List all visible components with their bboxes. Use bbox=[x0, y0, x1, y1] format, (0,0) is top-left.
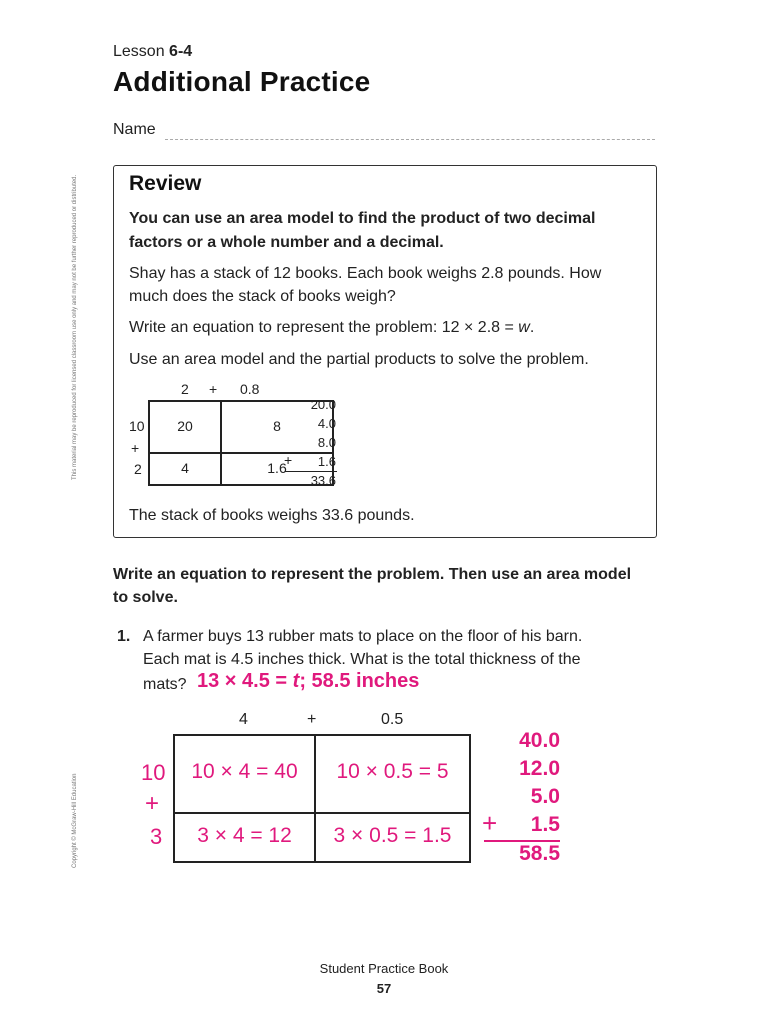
page-number: 57 bbox=[376, 981, 392, 996]
problem-model-top-right: 0.5 bbox=[381, 711, 404, 728]
problem-sum-plus: + bbox=[482, 808, 498, 838]
review-model-cell: 4 bbox=[181, 460, 189, 476]
review-conclusion: The stack of books weighs 33.6 pounds. bbox=[129, 507, 415, 524]
review-problem-line2: much does the stack of books weigh? bbox=[129, 288, 396, 305]
problem-model-top-plus: + bbox=[307, 711, 317, 728]
page-title: Additional Practice bbox=[113, 66, 371, 97]
lesson-label bbox=[113, 43, 192, 61]
side-license-note: This material may be reproduced for licensed classroom use only and may not be further reproduced or distributed. bbox=[72, 174, 78, 480]
review-model-side-bottom: 2 bbox=[134, 461, 142, 477]
problem-model-cell: 3 × 0.5 = 1.5 bbox=[333, 824, 452, 847]
review-model-side-plus: + bbox=[131, 440, 140, 456]
problem-model-top-left: 4 bbox=[239, 711, 248, 728]
problem-answer bbox=[197, 670, 419, 693]
name-field-line[interactable] bbox=[165, 139, 655, 140]
problem-model-cell: 10 × 0.5 = 5 bbox=[336, 760, 449, 783]
problem-model-side-bottom: 3 bbox=[150, 824, 163, 849]
review-equation-text: Write an equation to represent the problem: 12 × 2.8 = bbox=[129, 319, 519, 336]
problem-partial-sum: 40.0 bbox=[519, 729, 560, 752]
review-model-top-plus: + bbox=[209, 381, 218, 397]
review-intro-line2: factors or a whole number and a decimal. bbox=[129, 234, 444, 251]
side-copyright-note: Copyright © McGraw-Hill Education bbox=[72, 773, 78, 868]
review-heading: Review bbox=[129, 172, 202, 195]
review-model-side-top: 10 bbox=[129, 418, 145, 434]
review-model-instruction: Use an area model and the partial products to solve the problem. bbox=[129, 351, 589, 368]
review-sum-plus: + bbox=[284, 452, 293, 468]
problem-partial-sum: 1.5 bbox=[530, 813, 560, 836]
problem-area-model-divider-h bbox=[173, 812, 471, 814]
review-intro-line1: You can use an area model to find the product of two decimal bbox=[129, 210, 596, 227]
review-equation bbox=[129, 316, 534, 339]
name-label: Name bbox=[113, 121, 156, 138]
footer-book-title: Student Practice Book bbox=[319, 961, 449, 976]
review-equation-variable: w bbox=[518, 319, 530, 336]
review-problem-line1: Shay has a stack of 12 books. Each book weighs 2.8 pounds. How bbox=[129, 265, 602, 282]
review-model-cell: 8 bbox=[273, 418, 281, 434]
problem-number: 1. bbox=[117, 628, 131, 645]
problem-total: 58.5 bbox=[519, 842, 560, 865]
review-partial-sum: 1.6 bbox=[317, 454, 336, 469]
problem-model-side-plus: + bbox=[145, 790, 160, 817]
lesson-number: 6-4 bbox=[169, 43, 193, 60]
lesson-word: Lesson bbox=[113, 43, 165, 60]
problem-text-line3: mats? bbox=[143, 676, 187, 693]
review-partial-sum: 4.0 bbox=[317, 416, 336, 431]
problem-text-line1: A farmer buys 13 rubber mats to place on the floor of his barn. bbox=[143, 628, 583, 645]
instructions-line2: to solve. bbox=[113, 589, 178, 606]
review-sum-line bbox=[285, 471, 337, 472]
problem-partial-sum: 12.0 bbox=[519, 757, 560, 780]
review-model-cell: 20 bbox=[177, 418, 193, 434]
answer-variable: t bbox=[292, 670, 300, 692]
review-model-top-right: 0.8 bbox=[240, 381, 260, 397]
problem-model-side-top: 10 bbox=[141, 760, 166, 785]
review-partial-sum: 8.0 bbox=[317, 435, 336, 450]
review-equation-end: . bbox=[529, 319, 535, 336]
answer-result: ; 58.5 inches bbox=[299, 670, 420, 692]
review-model-top-left: 2 bbox=[181, 381, 189, 397]
problem-partial-sum: 5.0 bbox=[530, 785, 560, 808]
review-partial-sum: 20.0 bbox=[310, 397, 336, 412]
problem-model-cell: 3 × 4 = 12 bbox=[197, 824, 292, 847]
problem-model-cell: 10 × 4 = 40 bbox=[191, 760, 298, 783]
review-model-cell: 1.6 bbox=[267, 460, 287, 476]
answer-equation: 13 × 4.5 = bbox=[197, 670, 293, 692]
instructions-line1: Write an equation to represent the problem. Then use an area model bbox=[113, 566, 632, 583]
problem-text-line2: Each mat is 4.5 inches thick. What is the total thickness of the bbox=[143, 651, 581, 668]
review-total: 33.6 bbox=[310, 473, 336, 488]
